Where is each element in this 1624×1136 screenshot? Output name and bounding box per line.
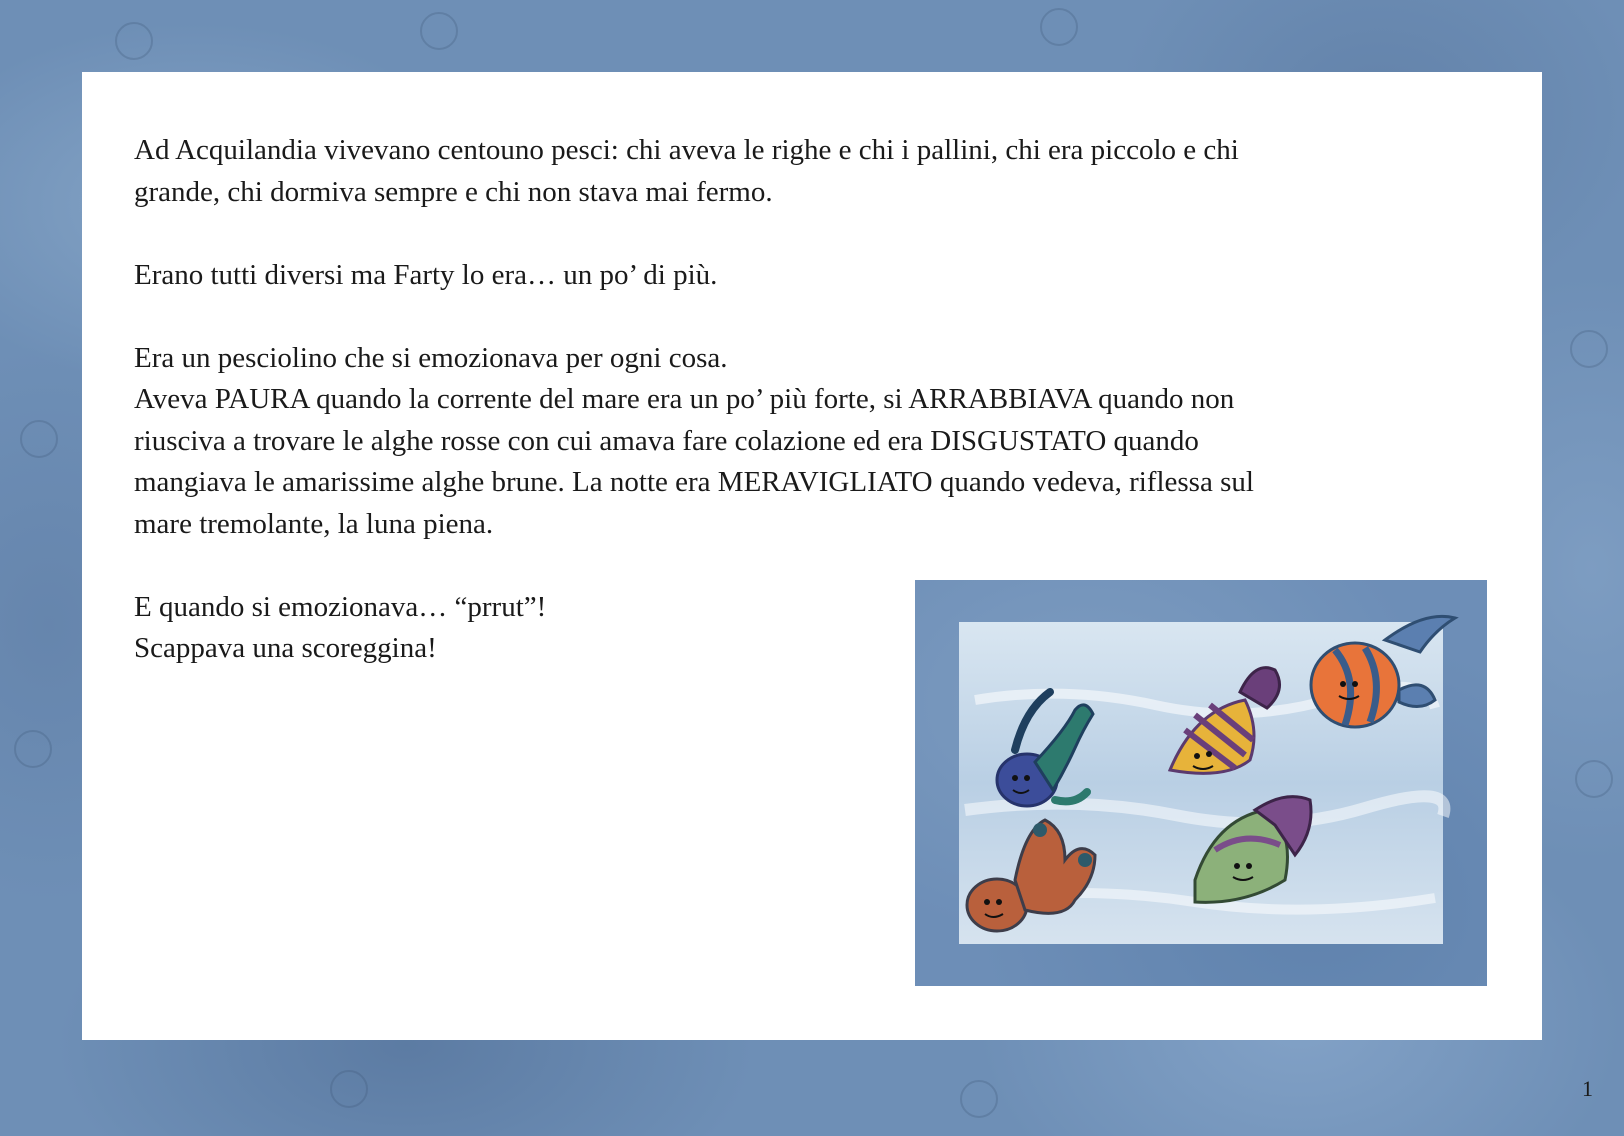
- background-doodle: [1040, 8, 1078, 46]
- background-doodle: [14, 730, 52, 768]
- page-number: 1: [1582, 1076, 1593, 1101]
- paragraph: E quando si emozionava… “prrut”! Scappava una scoreggina!: [134, 590, 547, 664]
- background-doodle: [115, 22, 153, 60]
- background-doodle: [20, 420, 58, 458]
- background-doodle: [1570, 330, 1608, 368]
- background-doodle: [420, 12, 458, 50]
- fish-illustration-icon: [915, 580, 1487, 986]
- background-doodle: [960, 1080, 998, 1118]
- paragraph: Era un pesciolino che si emozionava per ogni cosa. Aveva PAURA quando la corrente del mare era un po’ più forte, si ARRABBIAVA quando non riusciva a trovare le alghe rosse con cui amava fare colazione ed era DISGUSTATO quando mangiava le amarissime alghe brune. La notte era MERAVIGLIATO quando vedeva, riflessa sul mare tremolante, la luna piena.: [134, 341, 1254, 540]
- book-page: [82, 72, 1542, 1040]
- background-doodle: [330, 1070, 368, 1108]
- background-doodle: [1575, 760, 1613, 798]
- paragraph: Erano tutti diversi ma Farty lo era… un po’ di più.: [134, 258, 718, 291]
- paragraph: Ad Acquilandia vivevano centouno pesci: chi aveva le righe e chi i pallini, chi era piccolo e chi grande, chi dormiva sempre e chi non stava mai fermo.: [134, 134, 1239, 208]
- fish-illustration: [915, 580, 1487, 986]
